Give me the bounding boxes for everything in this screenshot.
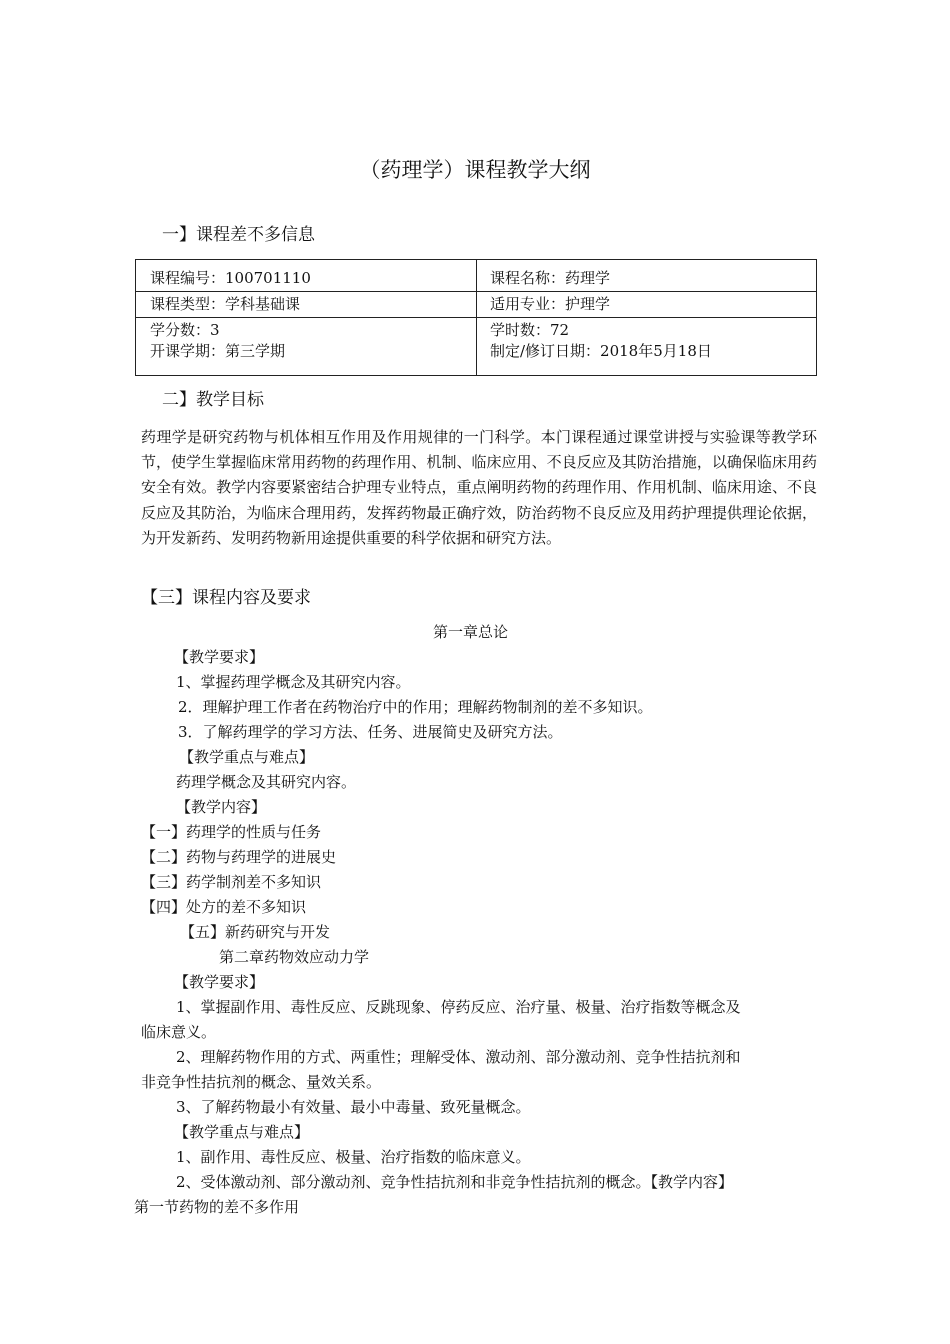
objectives-paragraph: 药理学是研究药物与机体相互作用及作用规律的一门科学。本门课程通过课堂讲授与实验课等教学环节，使学生掌握临床常用药物的药理作用、机制、临床应用、不良反应及其防治措施，以确保临床用药安全有效。教学内容要紧密结合护理专业特点，重点阐明药物的药理作用、作用机制、临床用途、不良反应及其防治，为临床合理用药，发挥药物最正确疗效，防治药物不良反应及用药护理提供理论依据，为开发新药、发明药物新用途提供重要的科学依据和研究方法。 (141, 428, 817, 547)
page-title: （药理学）课程教学大纲 (359, 158, 591, 182)
table-row-line (136, 317, 816, 318)
credits: 学分数：3 (150, 321, 220, 339)
section-heading-content: 【三】课程内容及要求 (141, 588, 311, 608)
chapter2-key-1: 1、副作用、毒性反应、极量、治疗指数的临床意义。 (176, 1148, 531, 1166)
chapter1-item: 【三】药学制剂差不多知识 (141, 873, 322, 891)
class-hours: 学时数：72 (490, 321, 570, 339)
course-code: 课程编号：100701110 (150, 269, 311, 287)
chapter2-req-2: 2、理解药物作用的方式、两重性；理解受体、激动剂、部分激动剂、竞争性拮抗剂和 (176, 1048, 741, 1066)
chapter2-req-1: 1、掌握副作用、毒性反应、反跳现象、停药反应、治疗量、极量、治疗指数等概念及 (176, 998, 741, 1016)
course-type: 课程类型：学科基础课 (150, 295, 301, 313)
chapter1-item: 【四】处方的差不多知识 (141, 898, 307, 916)
course-name: 课程名称：药理学 (490, 269, 611, 287)
chapter1-req-1: 1、掌握药理学概念及其研究内容。 (176, 673, 411, 691)
chapter1-content-heading: 【教学内容】 (176, 798, 267, 816)
chapter2-key-2: 2、受体激动剂、部分激动剂、竞争性拮抗剂和非竞争性拮抗剂的概念。【教学内容】 (176, 1173, 734, 1191)
semester: 开课学期：第三学期 (150, 342, 286, 360)
chapter2-title: 第二章药物效应动力学 (219, 948, 370, 966)
applicable-major: 适用专业：护理学 (490, 295, 611, 313)
chapter2-section-1: 第一节药物的差不多作用 (134, 1198, 300, 1216)
table-row-line (136, 291, 816, 292)
chapter2-req-1-cont: 临床意义。 (141, 1023, 217, 1041)
chapter1-item: 【五】新药研究与开发 (180, 923, 331, 941)
chapter1-key-text: 药理学概念及其研究内容。 (176, 773, 357, 791)
revision-date: 制定/修订日期：2018年5月18日 (490, 342, 712, 360)
chapter1-req-2: 2．理解护理工作者在药物治疗中的作用；理解药物制剂的差不多知识。 (178, 698, 653, 716)
chapter1-key-heading: 【教学重点与难点】 (179, 748, 315, 766)
chapter2-key-heading: 【教学重点与难点】 (174, 1123, 310, 1141)
chapter2-req-heading: 【教学要求】 (174, 973, 265, 991)
chapter2-req-2-cont: 非竞争性拮抗剂的概念、量效关系。 (141, 1073, 382, 1091)
section-heading-objectives: 二】教学目标 (162, 390, 264, 410)
chapter1-title: 第一章总论 (433, 623, 509, 641)
course-info-table (135, 259, 817, 376)
chapter1-item: 【二】药物与药理学的进展史 (141, 848, 337, 866)
chapter2-req-3: 3、了解药物最小有效量、最小中毒量、致死量概念。 (176, 1098, 531, 1116)
chapter1-req-heading: 【教学要求】 (174, 648, 265, 666)
chapter1-req-3: 3．了解药理学的学习方法、任务、进展简史及研究方法。 (178, 723, 563, 741)
section-heading-basic-info: 一】课程差不多信息 (162, 225, 315, 245)
chapter1-item: 【一】药理学的性质与任务 (141, 823, 322, 841)
